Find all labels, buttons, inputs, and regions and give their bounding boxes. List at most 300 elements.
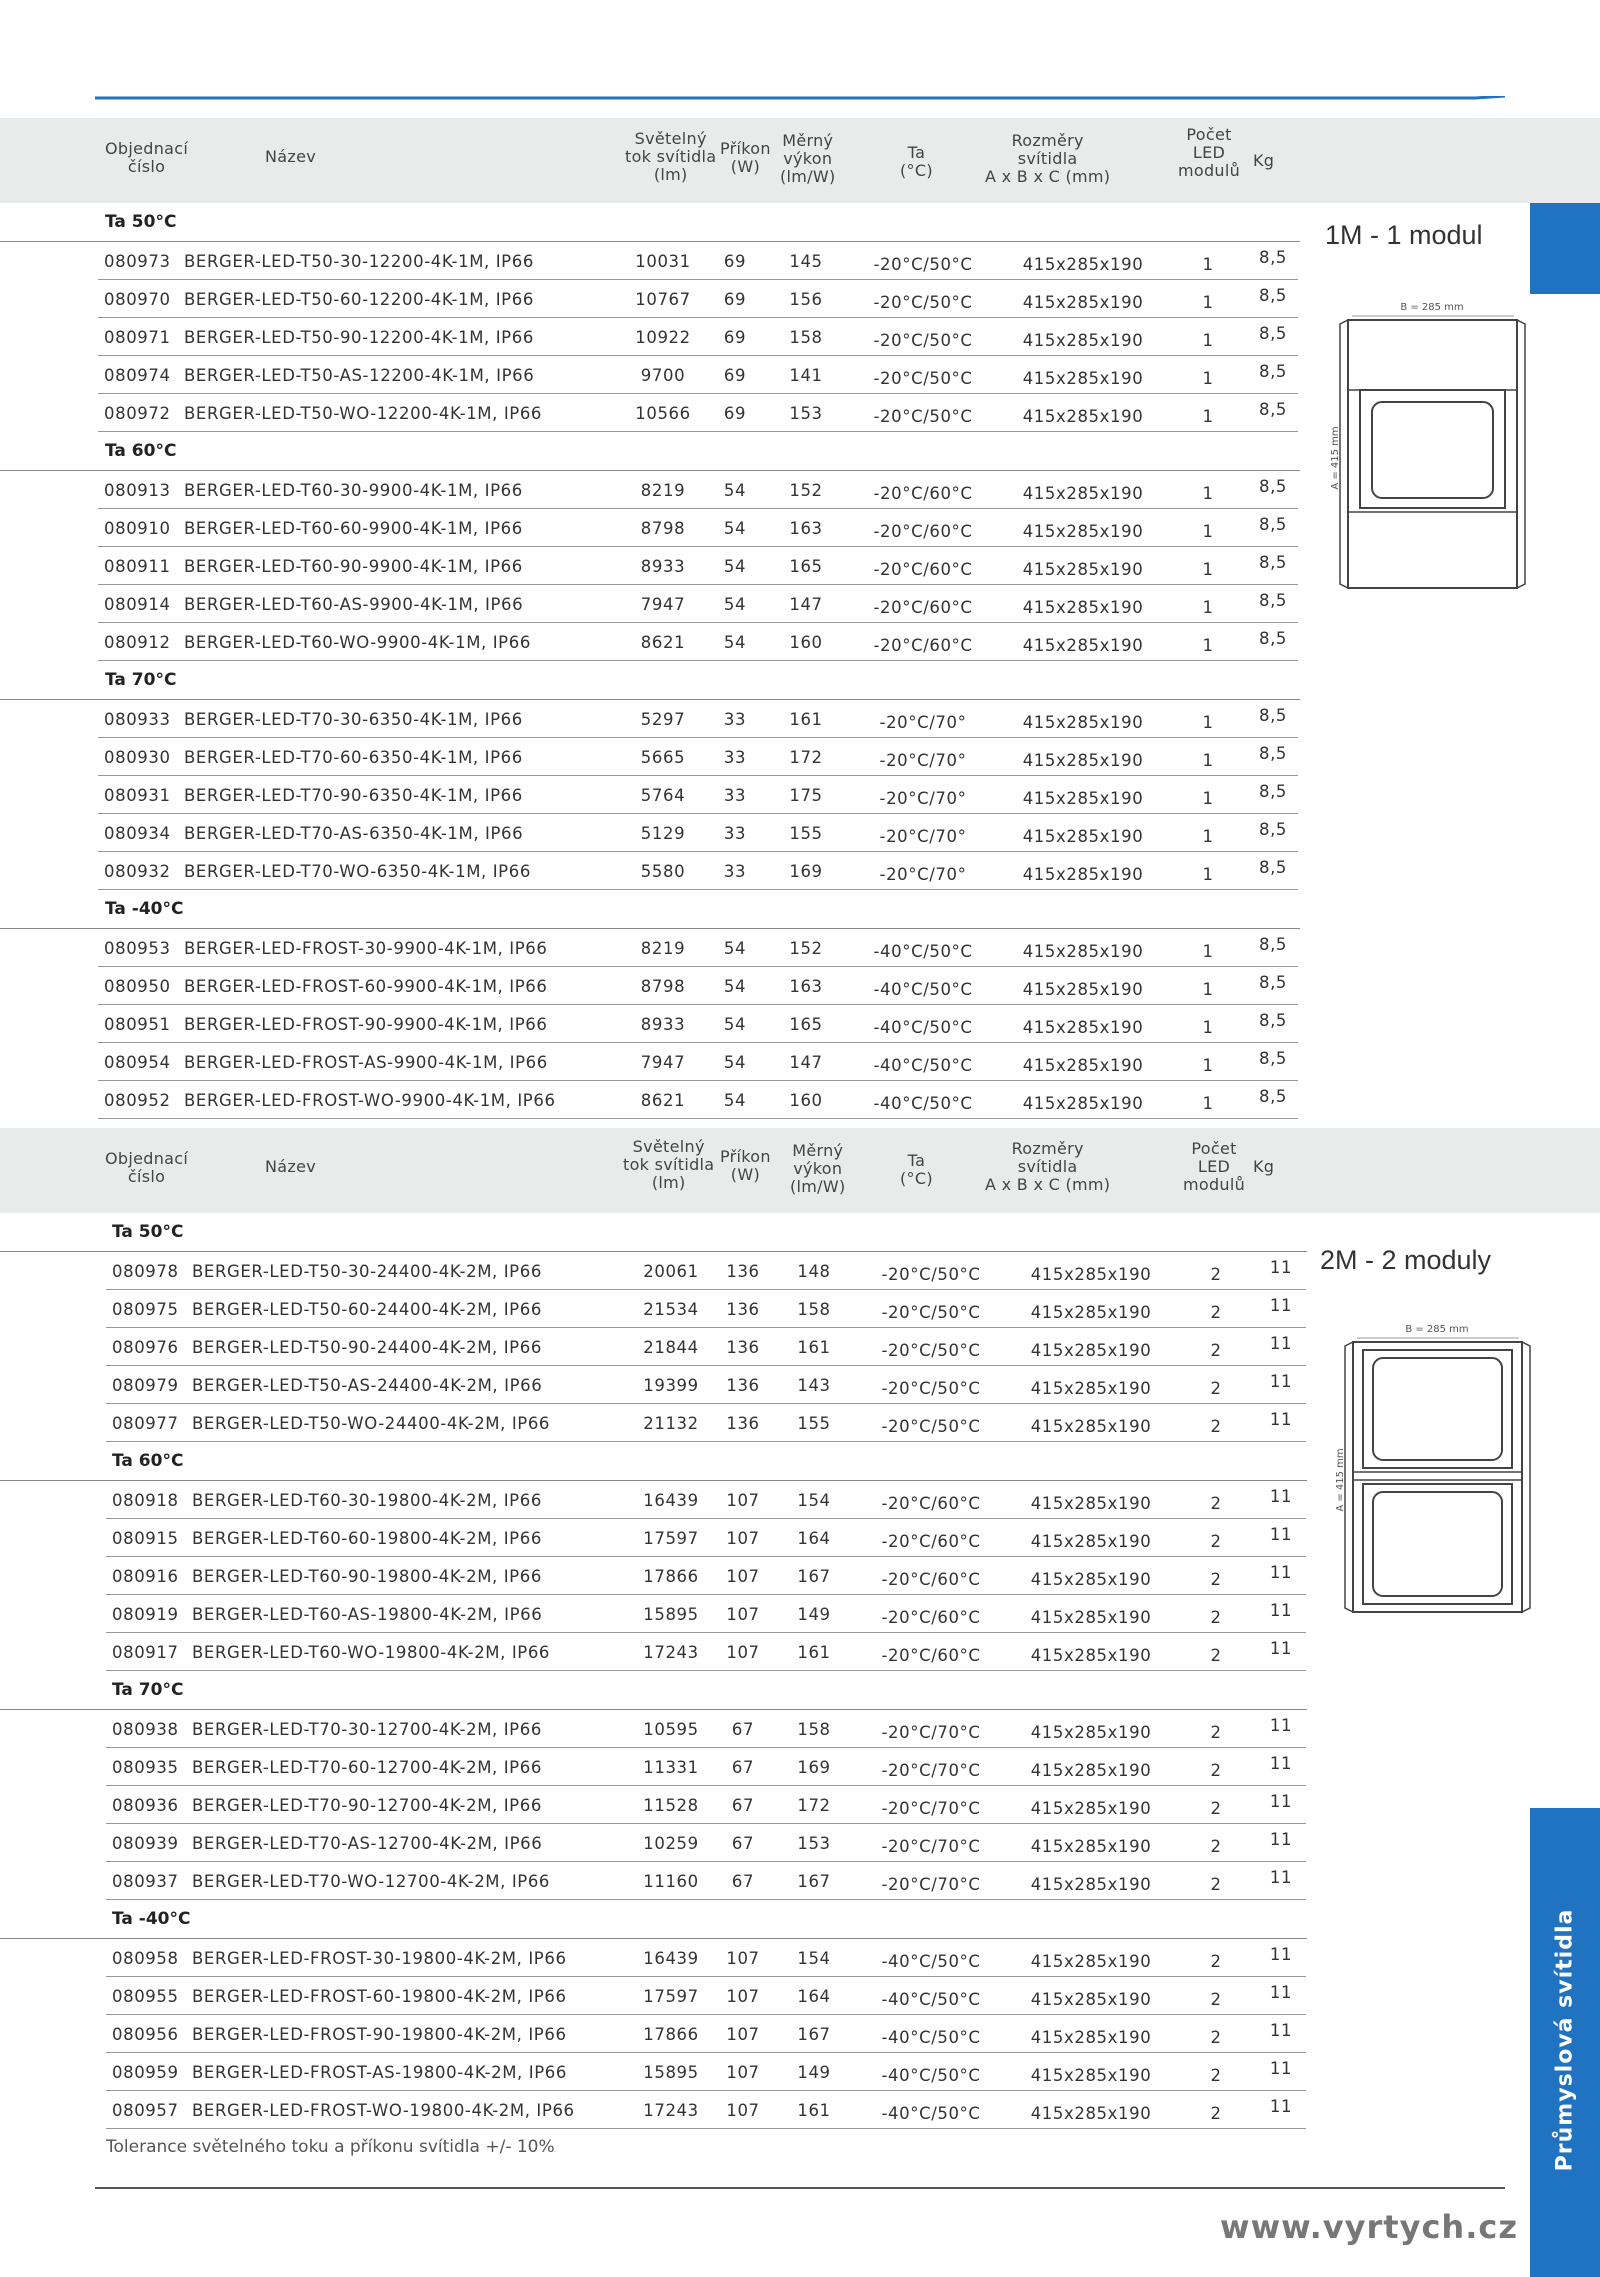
efficacy: 163 (789, 519, 823, 538)
product-name: BERGER-LED-T60-AS-19800-4K-2M, IP66 (192, 1605, 543, 1624)
efficacy: 147 (789, 1053, 823, 1072)
luminous-flux: 7947 (640, 595, 686, 614)
dimensions: 415x285x190 (1022, 636, 1144, 655)
weight: 11 (1269, 1601, 1293, 1620)
power: 107 (726, 1987, 760, 2006)
module-count: 2 (1210, 1799, 1222, 1818)
dimensions: 415x285x190 (1022, 560, 1144, 579)
product-code: 080910 (104, 519, 171, 538)
efficacy: 155 (797, 1414, 831, 1433)
header-kg: Kg (1253, 151, 1275, 170)
ambient-temp: -20°C/70°C (881, 1761, 981, 1780)
luminous-flux: 15895 (643, 1605, 699, 1624)
product-name: BERGER-LED-T50-90-12200-4K-1M, IP66 (184, 328, 534, 347)
luminous-flux: 5665 (640, 748, 686, 767)
table-row (106, 1519, 1306, 1557)
weight: 11 (1269, 1639, 1293, 1658)
weight: 8,5 (1258, 591, 1288, 610)
module-count: 2 (1210, 1379, 1222, 1398)
ambient-temp: -40°C/50°C (881, 1952, 981, 1971)
module-count: 1 (1202, 1056, 1214, 1075)
product-code: 080950 (104, 977, 171, 996)
module-count: 2 (1210, 1265, 1222, 1284)
product-code: 080954 (104, 1053, 171, 1072)
luminous-flux: 17243 (643, 2101, 699, 2120)
ambient-temp: -40°C/50°C (881, 2066, 981, 2085)
dimensions: 415x285x190 (1022, 751, 1144, 770)
dimensions: 415x285x190 (1030, 1608, 1152, 1627)
efficacy: 148 (797, 1262, 831, 1281)
module-count: 1 (1202, 369, 1214, 388)
table-row (106, 1939, 1306, 1977)
power: 136 (726, 1414, 760, 1433)
luminous-flux: 11331 (643, 1758, 699, 1777)
luminous-flux: 21534 (643, 1300, 699, 1319)
ambient-temp: -20°C/70°C (881, 1723, 981, 1742)
dimensions: 415x285x190 (1030, 1570, 1152, 1589)
module-count: 2 (1210, 1570, 1222, 1589)
product-name: BERGER-LED-T60-60-9900-4K-1M, IP66 (184, 519, 523, 538)
table-row (106, 1252, 1306, 1290)
module-count: 1 (1202, 598, 1214, 617)
weight: 11 (1269, 1487, 1293, 1506)
efficacy: 158 (789, 328, 823, 347)
power: 136 (726, 1300, 760, 1319)
dimensions: 415x285x190 (1030, 1799, 1152, 1818)
header-power: Příkon (W) (720, 139, 771, 176)
power: 54 (723, 1053, 747, 1072)
ambient-temp: -20°C/70°C (881, 1837, 981, 1856)
table-row (98, 1005, 1298, 1043)
product-name: BERGER-LED-T60-30-9900-4K-1M, IP66 (184, 481, 523, 500)
ambient-temp: -20°C/60°C (873, 522, 973, 541)
product-code: 080958 (112, 1949, 179, 1968)
module-title-2m: 2M - 2 moduly (1320, 1245, 1492, 1275)
ambient-temp: -20°C/70°C (881, 1799, 981, 1818)
weight: 11 (1269, 1792, 1293, 1811)
luminous-flux: 8798 (640, 519, 686, 538)
ambient-temp: -40°C/50°C (881, 2104, 981, 2123)
dimensions: 415x285x190 (1022, 1018, 1144, 1037)
product-name: BERGER-LED-T60-WO-19800-4K-2M, IP66 (192, 1643, 551, 1662)
ambient-temp: -40°C/50°C (873, 1056, 973, 1075)
ambient-temp: -20°C/60°C (873, 636, 973, 655)
efficacy: 153 (789, 404, 823, 423)
product-code: 080934 (104, 824, 171, 843)
luminous-flux: 15895 (643, 2063, 699, 2082)
table-row (98, 814, 1298, 852)
table-row (98, 356, 1298, 394)
table-row (98, 280, 1298, 318)
product-name: BERGER-LED-T70-WO-12700-4K-2M, IP66 (192, 1872, 551, 1891)
module-count: 1 (1202, 1018, 1214, 1037)
dimensions: 415x285x190 (1030, 1303, 1152, 1322)
product-code: 080959 (112, 2063, 179, 2082)
module-count: 1 (1202, 942, 1214, 961)
product-code: 080956 (112, 2025, 179, 2044)
ambient-temp: -20°C/50°C (873, 293, 973, 312)
product-name: BERGER-LED-T60-30-19800-4K-2M, IP66 (192, 1491, 542, 1510)
luminous-flux: 16439 (643, 1949, 699, 1968)
power: 54 (723, 939, 747, 958)
power: 107 (726, 2101, 760, 2120)
efficacy: 172 (797, 1796, 831, 1815)
dimensions: 415x285x190 (1022, 484, 1144, 503)
weight: 8,5 (1258, 973, 1288, 992)
product-code: 080916 (112, 1567, 179, 1586)
efficacy: 161 (797, 2101, 831, 2120)
table-row (106, 1366, 1306, 1404)
ambient-temp: -20°C/60°C (873, 560, 973, 579)
weight: 8,5 (1258, 782, 1288, 801)
table-row (106, 1710, 1306, 1748)
efficacy: 158 (797, 1720, 831, 1739)
power: 107 (726, 1529, 760, 1548)
dimensions: 415x285x190 (1022, 598, 1144, 617)
weight: 8,5 (1258, 477, 1288, 496)
product-name: BERGER-LED-FROST-AS-19800-4K-2M, IP66 (192, 2063, 567, 2082)
table-row (106, 2053, 1306, 2091)
product-code: 080979 (112, 1376, 179, 1395)
table-row (106, 1481, 1306, 1519)
weight: 8,5 (1258, 858, 1288, 877)
product-name: BERGER-LED-T70-60-12700-4K-2M, IP66 (192, 1758, 542, 1777)
efficacy: 169 (789, 862, 823, 881)
product-name: BERGER-LED-FROST-60-9900-4K-1M, IP66 (184, 977, 548, 996)
header-name: Název (265, 147, 316, 166)
table-row (106, 1633, 1306, 1671)
ambient-temp: -20°C/50°C (873, 255, 973, 274)
weight: 11 (1269, 1258, 1293, 1277)
power: 69 (723, 328, 747, 347)
product-code: 080952 (104, 1091, 171, 1110)
module-count: 1 (1202, 865, 1214, 884)
product-code: 080977 (112, 1414, 179, 1433)
ambient-temp: -20°C/50°C (881, 1303, 981, 1322)
dimensions: 415x285x190 (1022, 369, 1144, 388)
luminous-flux: 17597 (643, 1529, 699, 1548)
efficacy: 167 (797, 2025, 831, 2044)
power: 107 (726, 1949, 760, 1968)
luminous-flux: 17866 (643, 2025, 699, 2044)
module-count: 1 (1202, 484, 1214, 503)
luminous-flux: 17866 (643, 1567, 699, 1586)
ambient-temp: -20°C/70° (879, 751, 967, 770)
power: 67 (731, 1720, 755, 1739)
weight: 8,5 (1258, 400, 1288, 419)
product-name: BERGER-LED-T70-30-12700-4K-2M, IP66 (192, 1720, 542, 1739)
weight: 11 (1269, 1296, 1293, 1315)
power: 69 (723, 290, 747, 309)
power: 33 (723, 748, 747, 767)
efficacy: 169 (797, 1758, 831, 1777)
header-power: Příkon (W) (720, 1147, 771, 1184)
module-count: 2 (1210, 1875, 1222, 1894)
group-title: Ta -40°C (0, 890, 1300, 929)
power: 67 (731, 1834, 755, 1853)
product-name: BERGER-LED-FROST-90-19800-4K-2M, IP66 (192, 2025, 567, 2044)
module-count: 2 (1210, 2066, 1222, 2085)
ambient-temp: -40°C/50°C (873, 1018, 973, 1037)
dimensions: 415x285x190 (1030, 1265, 1152, 1284)
table-row (98, 700, 1298, 738)
luminous-flux: 8621 (640, 1091, 686, 1110)
power: 33 (723, 862, 747, 881)
power: 69 (723, 252, 747, 271)
dimensions: 415x285x190 (1022, 980, 1144, 999)
header-code: Objednací číslo (105, 1149, 189, 1186)
module-count: 2 (1210, 1990, 1222, 2009)
luminous-flux: 8933 (640, 1015, 686, 1034)
dimension-b-label: B = 285 mm (1400, 302, 1464, 313)
power: 54 (723, 977, 747, 996)
efficacy: 153 (797, 1834, 831, 1853)
header-modules: Počet LED modulů (1178, 125, 1241, 180)
product-name: BERGER-LED-FROST-90-9900-4K-1M, IP66 (184, 1015, 548, 1034)
ambient-temp: -20°C/60°C (881, 1608, 981, 1627)
weight: 11 (1269, 1830, 1293, 1849)
weight: 8,5 (1258, 553, 1288, 572)
table-row (106, 2015, 1306, 2053)
efficacy: 154 (797, 1491, 831, 1510)
group-title: Ta 50°C (0, 1213, 1307, 1252)
table-row (106, 1328, 1306, 1366)
dimensions: 415x285x190 (1022, 293, 1144, 312)
product-name: BERGER-LED-T50-60-24400-4K-2M, IP66 (192, 1300, 542, 1319)
product-code: 080973 (104, 252, 171, 271)
product-code: 080936 (112, 1796, 179, 1815)
luminous-flux: 5580 (640, 862, 686, 881)
weight: 8,5 (1258, 629, 1288, 648)
module-count: 1 (1202, 293, 1214, 312)
table-row (98, 1043, 1298, 1081)
table-row (98, 967, 1298, 1005)
website-link[interactable]: www.vyrtych.cz (1220, 2208, 1518, 2246)
ambient-temp: -20°C/50°C (881, 1265, 981, 1284)
product-code: 080957 (112, 2101, 179, 2120)
dimensions: 415x285x190 (1022, 942, 1144, 961)
efficacy: 165 (789, 557, 823, 576)
power: 54 (723, 519, 747, 538)
product-code: 080930 (104, 748, 171, 767)
table-body (0, 1213, 1300, 2129)
table-row (98, 318, 1298, 356)
power: 54 (723, 633, 747, 652)
ambient-temp: -20°C/50°C (873, 369, 973, 388)
weight: 8,5 (1258, 324, 1288, 343)
product-code: 080912 (104, 633, 171, 652)
power: 107 (726, 1605, 760, 1624)
power: 67 (731, 1796, 755, 1815)
table-row (106, 1824, 1306, 1862)
group-title: Ta 50°C (0, 203, 1300, 242)
weight: 11 (1269, 1945, 1293, 1964)
group-title: Ta 60°C (0, 432, 1300, 471)
weight: 11 (1269, 1868, 1293, 1887)
product-code: 080951 (104, 1015, 171, 1034)
efficacy: 160 (789, 1091, 823, 1110)
weight: 11 (1269, 2021, 1293, 2040)
dimensions: 415x285x190 (1030, 1341, 1152, 1360)
efficacy: 152 (789, 939, 823, 958)
efficacy: 147 (789, 595, 823, 614)
power: 33 (723, 786, 747, 805)
table-row (98, 471, 1298, 509)
weight: 11 (1269, 1525, 1293, 1544)
product-code: 080932 (104, 862, 171, 881)
table-row (106, 1557, 1306, 1595)
power: 67 (731, 1758, 755, 1777)
product-code: 080974 (104, 366, 171, 385)
table-row (106, 1748, 1306, 1786)
dimensions: 415x285x190 (1030, 1417, 1152, 1436)
efficacy: 164 (797, 1987, 831, 2006)
group-title: Ta -40°C (0, 1900, 1307, 1939)
product-code: 080939 (112, 1834, 179, 1853)
weight: 11 (1269, 1334, 1293, 1353)
table-row (98, 242, 1298, 280)
efficacy: 149 (797, 1605, 831, 1624)
ambient-temp: -20°C/60°C (873, 598, 973, 617)
ambient-temp: -20°C/50°C (881, 1341, 981, 1360)
product-code: 080937 (112, 1872, 179, 1891)
luminous-flux: 10031 (635, 252, 691, 271)
luminous-flux: 10566 (635, 404, 691, 423)
product-code: 080938 (112, 1720, 179, 1739)
product-code: 080976 (112, 1338, 179, 1357)
ambient-temp: -20°C/50°C (881, 1417, 981, 1436)
dimensions: 415x285x190 (1022, 407, 1144, 426)
header-ta: Ta (°C) (900, 143, 933, 180)
efficacy: 143 (797, 1376, 831, 1395)
table-row (106, 1862, 1306, 1900)
module-count: 2 (1210, 2104, 1222, 2123)
ambient-temp: -20°C/60°C (881, 1570, 981, 1589)
product-code: 080931 (104, 786, 171, 805)
module-title-1m: 1M - 1 modul (1325, 220, 1483, 250)
dimensions: 415x285x190 (1030, 1723, 1152, 1742)
product-name: BERGER-LED-FROST-30-19800-4K-2M, IP66 (192, 1949, 567, 1968)
dimensions: 415x285x190 (1022, 1056, 1144, 1075)
module-count: 1 (1202, 255, 1214, 274)
product-code: 080935 (112, 1758, 179, 1777)
luminous-flux: 21132 (643, 1414, 699, 1433)
luminous-flux: 5129 (640, 824, 686, 843)
table-row (106, 1404, 1306, 1442)
efficacy: 172 (789, 748, 823, 767)
ambient-temp: -20°C/60°C (881, 1532, 981, 1551)
efficacy: 152 (789, 481, 823, 500)
weight: 8,5 (1258, 1049, 1288, 1068)
header-kg: Kg (1253, 1157, 1275, 1176)
luminous-flux: 8798 (640, 977, 686, 996)
weight: 11 (1269, 1372, 1293, 1391)
product-name: BERGER-LED-FROST-60-19800-4K-2M, IP66 (192, 1987, 567, 2006)
power: 54 (723, 1015, 747, 1034)
product-code: 080914 (104, 595, 171, 614)
module-count: 2 (1210, 2028, 1222, 2047)
dimensions: 415x285x190 (1030, 1494, 1152, 1513)
table-header (0, 1128, 1600, 1213)
product-name: BERGER-LED-T50-WO-24400-4K-2M, IP66 (192, 1414, 551, 1433)
header-dimensions: Rozměry svítidla A x B x C (mm) (985, 1139, 1111, 1194)
power: 33 (723, 710, 747, 729)
module-count: 2 (1210, 1417, 1222, 1436)
product-code: 080955 (112, 1987, 179, 2006)
power: 107 (726, 1567, 760, 1586)
module-count: 1 (1202, 789, 1214, 808)
module-count: 1 (1202, 636, 1214, 655)
module-count: 1 (1202, 713, 1214, 732)
module-count: 2 (1210, 1608, 1222, 1627)
module-count: 1 (1202, 407, 1214, 426)
top-decorative-rule (95, 96, 1505, 101)
group-title: Ta 70°C (0, 1671, 1307, 1710)
table-2m (0, 1128, 1300, 2129)
power: 67 (731, 1872, 755, 1891)
dimensions: 415x285x190 (1030, 1837, 1152, 1856)
power: 136 (726, 1376, 760, 1395)
dimensions: 415x285x190 (1022, 713, 1144, 732)
power: 136 (726, 1262, 760, 1281)
luminous-flux: 20061 (643, 1262, 699, 1281)
weight: 8,5 (1258, 935, 1288, 954)
luminous-flux: 8621 (640, 633, 686, 652)
dimensions: 415x285x190 (1030, 1952, 1152, 1971)
dimensions: 415x285x190 (1030, 2066, 1152, 2085)
table-row (106, 2091, 1306, 2129)
efficacy: 160 (789, 633, 823, 652)
luminous-flux: 8933 (640, 557, 686, 576)
efficacy: 163 (789, 977, 823, 996)
luminous-flux: 9700 (640, 366, 686, 385)
product-code: 080915 (112, 1529, 179, 1548)
product-name: BERGER-LED-T70-90-12700-4K-2M, IP66 (192, 1796, 542, 1815)
luminous-flux: 10595 (643, 1720, 699, 1739)
bottom-rule (95, 2187, 1505, 2189)
table-row (98, 929, 1298, 967)
dimensions: 415x285x190 (1030, 2104, 1152, 2123)
dimensions: 415x285x190 (1022, 865, 1144, 884)
product-name: BERGER-LED-T70-AS-6350-4K-1M, IP66 (184, 824, 524, 843)
luminous-flux: 5297 (640, 710, 686, 729)
dimensions: 415x285x190 (1022, 789, 1144, 808)
power: 33 (723, 824, 747, 843)
dimension-b-label: B = 285 mm (1405, 1324, 1469, 1335)
module-count: 1 (1202, 1094, 1214, 1113)
power: 69 (723, 404, 747, 423)
table-row (98, 738, 1298, 776)
table-row (106, 1595, 1306, 1633)
weight: 8,5 (1258, 706, 1288, 725)
ambient-temp: -20°C/50°C (873, 407, 973, 426)
product-name: BERGER-LED-T50-60-12200-4K-1M, IP66 (184, 290, 534, 309)
weight: 8,5 (1258, 515, 1288, 534)
module-count: 1 (1202, 331, 1214, 350)
product-name: BERGER-LED-T60-90-9900-4K-1M, IP66 (184, 557, 523, 576)
product-code: 080933 (104, 710, 171, 729)
product-code: 080970 (104, 290, 171, 309)
product-name: BERGER-LED-T60-60-19800-4K-2M, IP66 (192, 1529, 542, 1548)
ambient-temp: -20°C/50°C (881, 1379, 981, 1398)
luminous-flux: 17597 (643, 1987, 699, 2006)
luminous-flux: 11528 (643, 1796, 699, 1815)
ambient-temp: -20°C/70° (879, 713, 967, 732)
weight: 8,5 (1258, 248, 1288, 267)
luminous-flux: 19399 (643, 1376, 699, 1395)
dimensions: 415x285x190 (1030, 1990, 1152, 2009)
product-code: 080953 (104, 939, 171, 958)
